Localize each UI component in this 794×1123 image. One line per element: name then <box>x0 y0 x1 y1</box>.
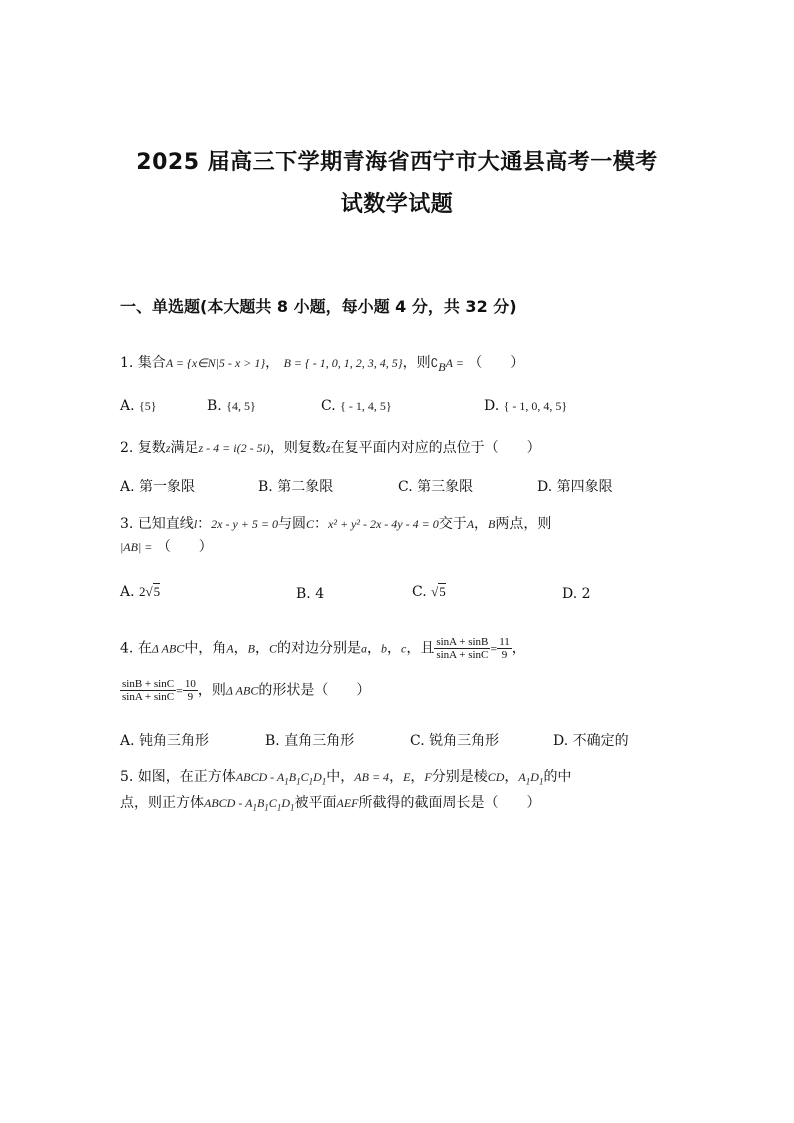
cube-label: D <box>281 796 290 810</box>
question-text: ，则复数 <box>269 440 326 456</box>
cube-label: B <box>288 770 297 784</box>
cube-name <box>235 770 327 787</box>
sqrt-expression: 2√5 <box>139 584 161 599</box>
numerator: sinA + sinB <box>436 636 489 648</box>
denominator: 9 <box>501 649 508 661</box>
cube-label: B <box>256 796 265 810</box>
cube-name <box>204 796 295 813</box>
question-number: 4. <box>120 640 134 657</box>
q1-option-a <box>120 398 157 414</box>
option-label: B. <box>207 398 222 414</box>
question-text: 中，角 <box>184 640 227 657</box>
question-text: ： <box>314 516 329 532</box>
question-text: ， <box>410 769 425 785</box>
q4-option-d: D. 不确定的 <box>553 733 629 749</box>
question-text: ，则 <box>197 682 226 699</box>
cube-label: ABCD - A <box>235 770 285 784</box>
question-text: 如图，在正方体 <box>137 769 236 785</box>
question-number: 2. <box>120 440 134 456</box>
question-text: ，则 <box>402 355 431 371</box>
point-b: B <box>488 517 496 531</box>
question-text: 已知直线 <box>137 516 194 532</box>
question-text: ， <box>255 640 269 657</box>
side-b: b <box>381 641 388 656</box>
numerator: 10 <box>184 678 196 690</box>
q2-option-d: D. 第四象限 <box>537 479 613 495</box>
plane-aef: AEF <box>336 796 359 810</box>
equation: z - 4 = i(2 - 5i) <box>198 441 270 455</box>
question-4-line-2 <box>120 678 370 703</box>
question-text: 交于 <box>438 516 467 532</box>
subscript: 1 <box>252 802 257 813</box>
question-text: ， <box>265 355 280 371</box>
question-text: ， <box>389 769 404 785</box>
variable-z: z <box>325 441 331 455</box>
point-a: A <box>466 517 475 531</box>
q3-option-d: D. 2 <box>562 586 591 602</box>
variable-z: z <box>165 441 171 455</box>
question-text: ， <box>504 769 519 785</box>
question-number: 1. <box>120 355 134 371</box>
question-text: 点，则正方体 <box>120 795 204 811</box>
question-text: 的对边分别是 <box>277 640 362 657</box>
q1-option-d <box>484 398 567 414</box>
question-text: 的形状是（ ） <box>258 682 371 699</box>
question-text: ， <box>387 640 402 657</box>
q1-option-b <box>207 398 256 414</box>
edge-a1d1 <box>518 770 544 787</box>
q2-option-a: A. 第一象限 <box>120 479 196 495</box>
fraction-11-9 <box>497 636 512 661</box>
edge-cd: CD <box>487 770 505 784</box>
section-heading: 一、单选题(本大题共 8 小题，每小题 4 分，共 32 分) <box>120 297 517 316</box>
question-4 <box>120 636 526 661</box>
equals-sign: = <box>176 683 183 698</box>
question-5 <box>120 766 571 786</box>
question-text: ，且 <box>406 640 435 657</box>
question-3 <box>120 513 551 533</box>
q4-option-a: A. 钝角三角形 <box>120 733 210 749</box>
option-label: C. <box>412 584 427 600</box>
cube-label: ABCD - A <box>204 796 253 810</box>
chord-length-formula: |AB| = <box>120 540 153 554</box>
q2-option-b: B. 第二象限 <box>258 479 334 495</box>
cube-label: C <box>268 796 277 810</box>
cube-label: C <box>300 770 309 784</box>
equals-sign: = <box>490 641 498 656</box>
numerator: 11 <box>499 636 510 648</box>
coefficient: 2 <box>139 584 146 599</box>
q4-option-b: B. 直角三角形 <box>265 733 355 749</box>
q3-option-b: B. 4 <box>296 586 325 602</box>
question-text: 集合 <box>137 355 166 371</box>
document-title-line-1: 2025 届高三下学期青海省西宁市大通县高考一模考 <box>136 150 658 175</box>
option-label: A. <box>120 584 135 600</box>
complement-symbol: ∁ <box>430 356 439 370</box>
line-equation: 2x - y + 5 = 0 <box>211 517 278 531</box>
denominator: sinA + sinC <box>436 649 489 661</box>
q2-option-c: C. 第三象限 <box>398 479 474 495</box>
complement-subscript: B <box>438 359 446 374</box>
triangle-abc: Δ ABC <box>225 683 259 698</box>
fraction-sin-ratio-2 <box>120 678 176 703</box>
question-number: 3. <box>120 516 134 532</box>
subscript: 1 <box>525 776 531 787</box>
subscript: 1 <box>284 776 289 787</box>
point-e: E <box>403 770 411 784</box>
subscript: 1 <box>321 776 327 787</box>
denominator: 9 <box>187 691 194 703</box>
question-text: ， <box>367 640 382 657</box>
circle-equation: x² + y² - 2x - 4y - 4 = 0 <box>328 517 439 531</box>
side-a: a <box>361 641 368 656</box>
fraction-10-9 <box>183 678 198 703</box>
angle-c: C <box>269 641 278 656</box>
circle-symbol: C <box>306 517 315 531</box>
subscript: 1 <box>264 802 269 813</box>
cube-label: D <box>313 770 322 784</box>
option-label: A. <box>120 398 135 414</box>
option-label: C. <box>321 398 336 414</box>
radicand: 5 <box>153 584 161 599</box>
option-value: {5} <box>139 399 157 413</box>
question-text: ， <box>474 516 489 532</box>
subscript: 1 <box>308 776 314 787</box>
option-value: { - 1, 0, 4, 5} <box>503 399 568 413</box>
question-text: 中， <box>326 769 355 785</box>
question-text: 的中 <box>543 769 572 785</box>
set-a-formula: A = {x∈N|5 - x > 1} <box>165 356 266 370</box>
question-2 <box>120 437 541 457</box>
answer-blank: （ ） <box>468 355 525 371</box>
question-1 <box>120 352 524 375</box>
angle-a: A <box>226 641 234 656</box>
denominator: sinA + sinC <box>122 691 175 703</box>
document-title-line-2: 试数学试题 <box>340 192 454 217</box>
question-text: ， <box>233 640 248 657</box>
sqrt-expression: √5 <box>431 584 446 599</box>
line-symbol: l <box>193 517 198 531</box>
question-5-line-2 <box>120 792 540 812</box>
question-text: 所截得的截面周长是（ ） <box>358 795 541 811</box>
q4-option-c: C. 锐角三角形 <box>410 733 500 749</box>
question-text: 与圆 <box>278 516 306 532</box>
point-f: F <box>424 770 432 784</box>
question-text: 两点，则 <box>495 516 552 532</box>
cube-label: A <box>518 770 526 784</box>
radicand: 5 <box>439 584 446 599</box>
angle-b: B <box>247 641 255 656</box>
answer-blank: （ ） <box>156 539 213 555</box>
numerator: sinB + sinC <box>122 678 175 690</box>
question-text: 在 <box>137 640 152 657</box>
subscript: 1 <box>538 776 544 787</box>
q1-option-c <box>321 398 392 414</box>
question-text: 分别是棱 <box>431 769 488 785</box>
side-c: c <box>401 641 407 656</box>
question-3-line-2 <box>120 536 213 556</box>
edge-length: AB = 4 <box>354 770 390 784</box>
question-text: 被平面 <box>294 795 337 811</box>
fraction-sin-ratio-1 <box>434 636 490 661</box>
q3-option-c <box>412 584 446 600</box>
set-b-formula: B = { - 1, 0, 1, 2, 3, 4, 5} <box>283 356 403 370</box>
option-label: D. <box>484 398 500 414</box>
option-value: { - 1, 4, 5} <box>340 399 392 413</box>
subscript: 1 <box>289 802 295 813</box>
question-number: 5. <box>120 769 134 785</box>
question-text: 在复平面内对应的点位于（ ） <box>330 440 541 456</box>
complement-formula: A = <box>445 356 464 370</box>
question-text: ： <box>197 516 212 532</box>
question-text: 满足 <box>170 440 199 456</box>
q3-option-a <box>120 584 160 600</box>
option-value: {4, 5} <box>226 399 256 413</box>
question-text: 复数 <box>137 440 166 456</box>
cube-label: D <box>530 770 539 784</box>
subscript: 1 <box>296 776 301 787</box>
question-text: ， <box>511 640 526 657</box>
subscript: 1 <box>276 802 282 813</box>
triangle-abc: Δ ABC <box>151 641 185 656</box>
